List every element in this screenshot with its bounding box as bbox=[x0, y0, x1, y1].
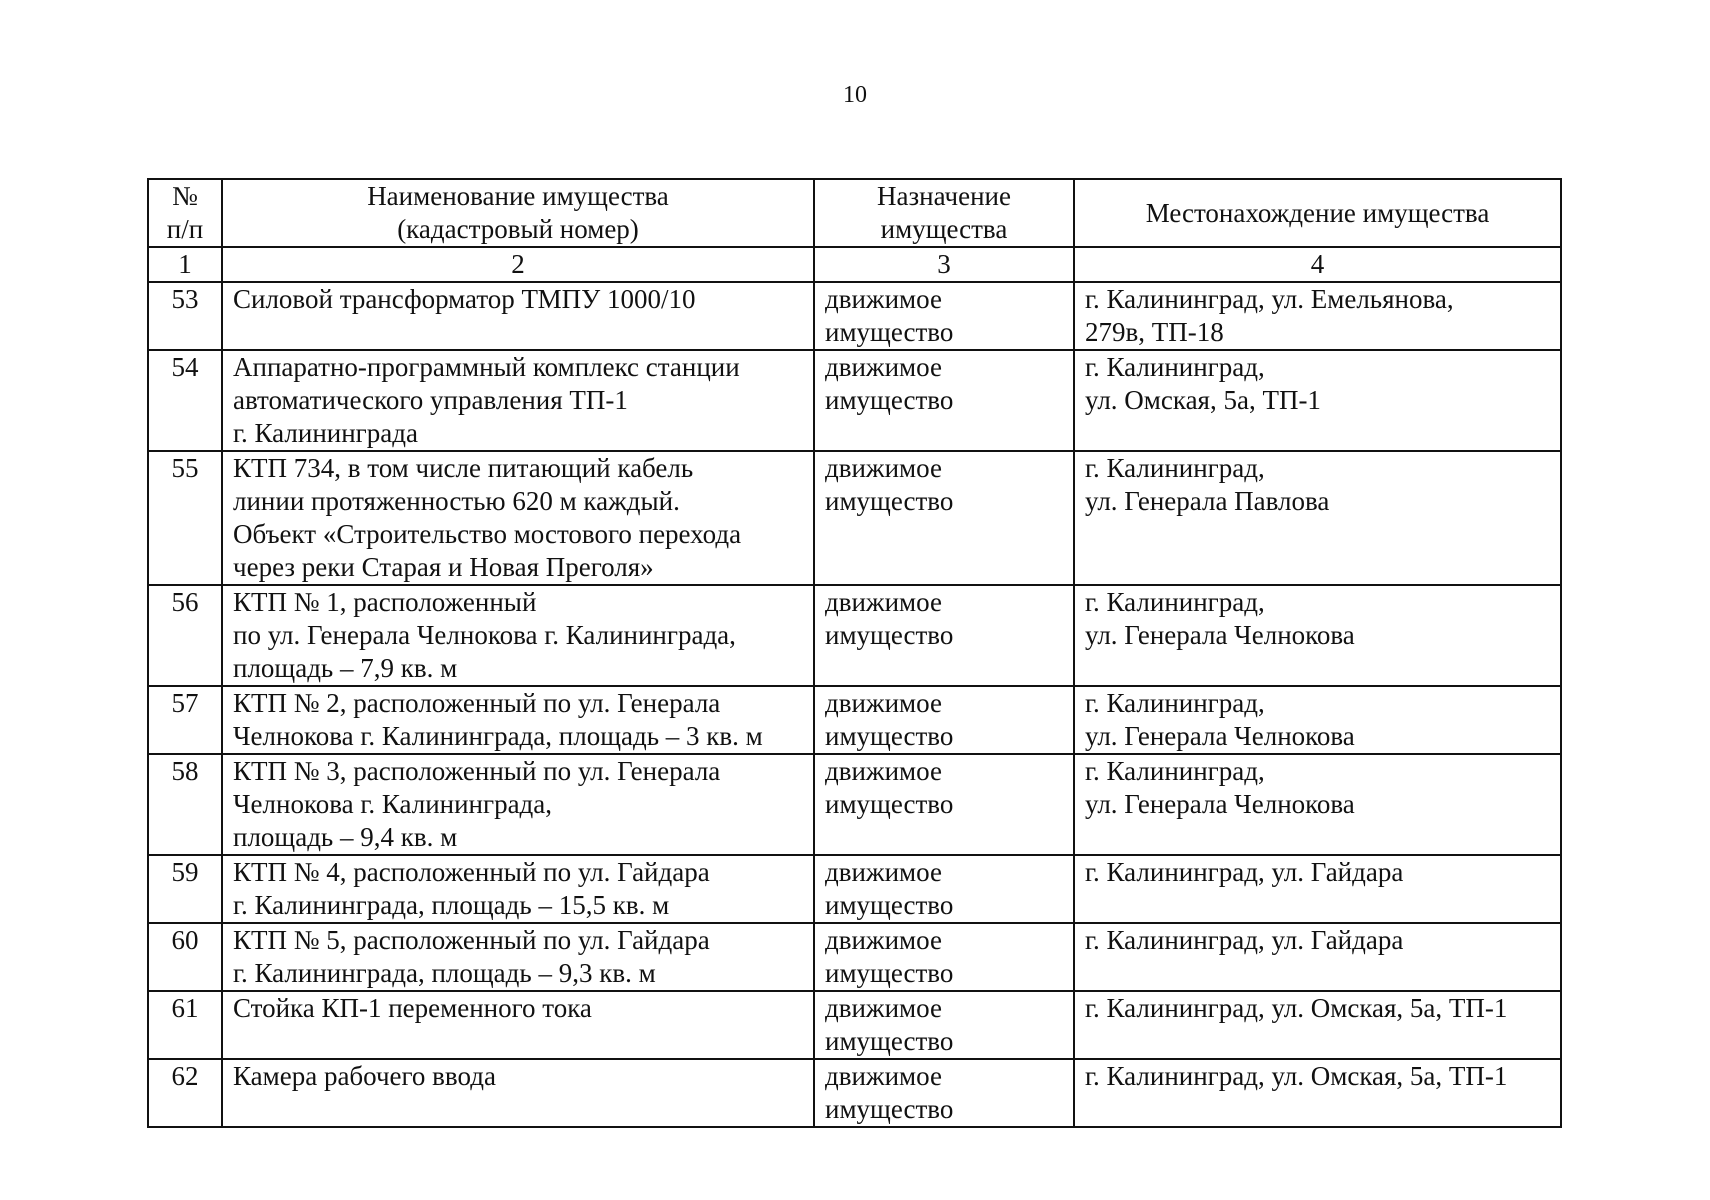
table-row bbox=[148, 686, 1561, 754]
property-purpose bbox=[814, 923, 1074, 991]
row-number: 58 bbox=[148, 754, 222, 855]
property-table bbox=[147, 178, 1562, 1128]
property-name-line: Аппаратно-программный комплекс станции bbox=[233, 352, 740, 382]
header-number bbox=[148, 179, 222, 247]
property-location-line: 279в, ТП-18 bbox=[1085, 317, 1224, 347]
row-number: 55 bbox=[148, 451, 222, 585]
property-location-line: ул. Омская, 5а, ТП-1 bbox=[1085, 385, 1321, 415]
header-line: имущества bbox=[880, 214, 1008, 244]
property-location-line: г. Калининград, bbox=[1085, 587, 1265, 617]
column-number: 2 bbox=[222, 247, 814, 282]
property-name-line: площадь – 7,9 кв. м bbox=[233, 653, 458, 683]
property-name-line: Силовой трансформатор ТМПУ 1000/10 bbox=[233, 284, 696, 314]
property-name bbox=[222, 451, 814, 585]
property-name-line: КТП № 3, расположенный по ул. Генерала bbox=[233, 756, 721, 786]
property-name-line: г. Калининграда, площадь – 9,3 кв. м bbox=[233, 958, 656, 988]
table-row bbox=[148, 451, 1561, 585]
property-purpose-line: имущество bbox=[825, 1094, 954, 1124]
property-name-line: Челнокова г. Калининграда, площадь – 3 кв. м bbox=[233, 721, 763, 751]
property-purpose-line: движимое bbox=[825, 925, 942, 955]
property-purpose bbox=[814, 282, 1074, 350]
table-row bbox=[148, 991, 1561, 1059]
table-row bbox=[148, 754, 1561, 855]
header-line: № bbox=[172, 181, 198, 211]
row-number: 57 bbox=[148, 686, 222, 754]
property-purpose bbox=[814, 1059, 1074, 1127]
table-row bbox=[148, 585, 1561, 686]
property-location bbox=[1074, 991, 1561, 1059]
property-location bbox=[1074, 451, 1561, 585]
property-location bbox=[1074, 923, 1561, 991]
property-purpose bbox=[814, 686, 1074, 754]
property-purpose-line: движимое bbox=[825, 688, 942, 718]
header-line: Назначение bbox=[877, 181, 1011, 211]
table-body bbox=[148, 282, 1561, 1127]
property-name-line: через реки Старая и Новая Преголя» bbox=[233, 552, 654, 582]
property-name-line: по ул. Генерала Челнокова г. Калининграда, bbox=[233, 620, 736, 650]
row-number: 54 bbox=[148, 350, 222, 451]
property-purpose-line: имущество bbox=[825, 721, 954, 751]
property-location bbox=[1074, 350, 1561, 451]
row-number: 56 bbox=[148, 585, 222, 686]
column-number-row bbox=[148, 247, 1561, 282]
property-name-line: КТП № 1, расположенный bbox=[233, 587, 537, 617]
property-location bbox=[1074, 855, 1561, 923]
property-name-line: г. Калининграда bbox=[233, 418, 418, 448]
table-row bbox=[148, 923, 1561, 991]
table-row bbox=[148, 855, 1561, 923]
header-line: Местонахождение имущества bbox=[1145, 197, 1490, 228]
property-name-line: автоматического управления ТП-1 bbox=[233, 385, 628, 415]
property-location-line: ул. Генерала Челнокова bbox=[1085, 620, 1355, 650]
header-line: Наименование имущества bbox=[367, 181, 669, 211]
property-name-line: КТП № 5, расположенный по ул. Гайдара bbox=[233, 925, 710, 955]
property-purpose bbox=[814, 451, 1074, 585]
property-name-line: КТП № 2, расположенный по ул. Генерала bbox=[233, 688, 721, 718]
property-purpose-line: движимое bbox=[825, 284, 942, 314]
property-purpose-line: имущество bbox=[825, 890, 954, 920]
property-location bbox=[1074, 585, 1561, 686]
header-line: (кадастровый номер) bbox=[397, 214, 639, 244]
property-location-line: г. Калининград, ул. Емельянова, bbox=[1085, 284, 1454, 314]
property-location-line: г. Калининград, ул. Омская, 5а, ТП-1 bbox=[1085, 993, 1508, 1023]
property-name-line: КТП № 4, расположенный по ул. Гайдара bbox=[233, 857, 710, 887]
property-name-line: Стойка КП-1 переменного тока bbox=[233, 993, 592, 1023]
property-name-line: Камера рабочего ввода bbox=[233, 1061, 496, 1091]
property-purpose-line: движимое bbox=[825, 857, 942, 887]
property-name bbox=[222, 855, 814, 923]
property-purpose-line: имущество bbox=[825, 620, 954, 650]
column-number: 4 bbox=[1074, 247, 1561, 282]
property-purpose-line: движимое bbox=[825, 993, 942, 1023]
row-number: 62 bbox=[148, 1059, 222, 1127]
table-row bbox=[148, 1059, 1561, 1127]
property-purpose-line: движимое bbox=[825, 352, 942, 382]
property-purpose bbox=[814, 350, 1074, 451]
table-row bbox=[148, 282, 1561, 350]
property-name bbox=[222, 282, 814, 350]
property-name bbox=[222, 754, 814, 855]
page-number: 10 bbox=[843, 82, 867, 108]
property-location bbox=[1074, 754, 1561, 855]
property-purpose bbox=[814, 991, 1074, 1059]
column-number: 3 bbox=[814, 247, 1074, 282]
row-number: 59 bbox=[148, 855, 222, 923]
property-location-line: г. Калининград, ул. Гайдара bbox=[1085, 857, 1404, 887]
property-location bbox=[1074, 1059, 1561, 1127]
property-name-line: г. Калининграда, площадь – 15,5 кв. м bbox=[233, 890, 670, 920]
property-name-line: Объект «Строительство мостового перехода bbox=[233, 519, 742, 549]
property-purpose-line: движимое bbox=[825, 1061, 942, 1091]
property-purpose-line: имущество bbox=[825, 958, 954, 988]
property-purpose bbox=[814, 754, 1074, 855]
row-number: 60 bbox=[148, 923, 222, 991]
header-line: п/п bbox=[166, 214, 204, 244]
property-location-line: г. Калининград, bbox=[1085, 352, 1265, 382]
property-name-line: КТП 734, в том числе питающий кабель bbox=[233, 453, 694, 483]
property-name bbox=[222, 991, 814, 1059]
property-name bbox=[222, 923, 814, 991]
property-purpose-line: имущество bbox=[825, 789, 954, 819]
property-name-line: линии протяженностью 620 м каждый. bbox=[233, 486, 680, 516]
property-name bbox=[222, 1059, 814, 1127]
property-location bbox=[1074, 282, 1561, 350]
property-location-line: г. Калининград, ул. Гайдара bbox=[1085, 925, 1404, 955]
property-purpose-line: имущество bbox=[825, 385, 954, 415]
property-location-line: ул. Генерала Челнокова bbox=[1085, 789, 1355, 819]
row-number: 53 bbox=[148, 282, 222, 350]
header-name bbox=[222, 179, 814, 247]
header-location bbox=[1074, 179, 1561, 247]
column-number: 1 bbox=[148, 247, 222, 282]
property-location-line: г. Калининград, bbox=[1085, 453, 1265, 483]
header-purpose bbox=[814, 179, 1074, 247]
property-name bbox=[222, 585, 814, 686]
property-purpose bbox=[814, 585, 1074, 686]
header-row bbox=[148, 179, 1561, 247]
property-location-line: г. Калининград, bbox=[1085, 756, 1265, 786]
property-purpose-line: имущество bbox=[825, 317, 954, 347]
property-purpose-line: движимое bbox=[825, 587, 942, 617]
property-location-line: ул. Генерала Челнокова bbox=[1085, 721, 1355, 751]
property-location-line: г. Калининград, bbox=[1085, 688, 1265, 718]
property-purpose-line: имущество bbox=[825, 486, 954, 516]
property-purpose-line: движимое bbox=[825, 756, 942, 786]
row-number: 61 bbox=[148, 991, 222, 1059]
property-name-line: площадь – 9,4 кв. м bbox=[233, 822, 458, 852]
property-name bbox=[222, 350, 814, 451]
property-location-line: г. Калининград, ул. Омская, 5а, ТП-1 bbox=[1085, 1061, 1508, 1091]
property-location-line: ул. Генерала Павлова bbox=[1085, 486, 1330, 516]
table-row bbox=[148, 350, 1561, 451]
property-name-line: Челнокова г. Калининграда, bbox=[233, 789, 553, 819]
property-name bbox=[222, 686, 814, 754]
property-purpose-line: движимое bbox=[825, 453, 942, 483]
property-location bbox=[1074, 686, 1561, 754]
property-purpose bbox=[814, 855, 1074, 923]
property-purpose-line: имущество bbox=[825, 1026, 954, 1056]
